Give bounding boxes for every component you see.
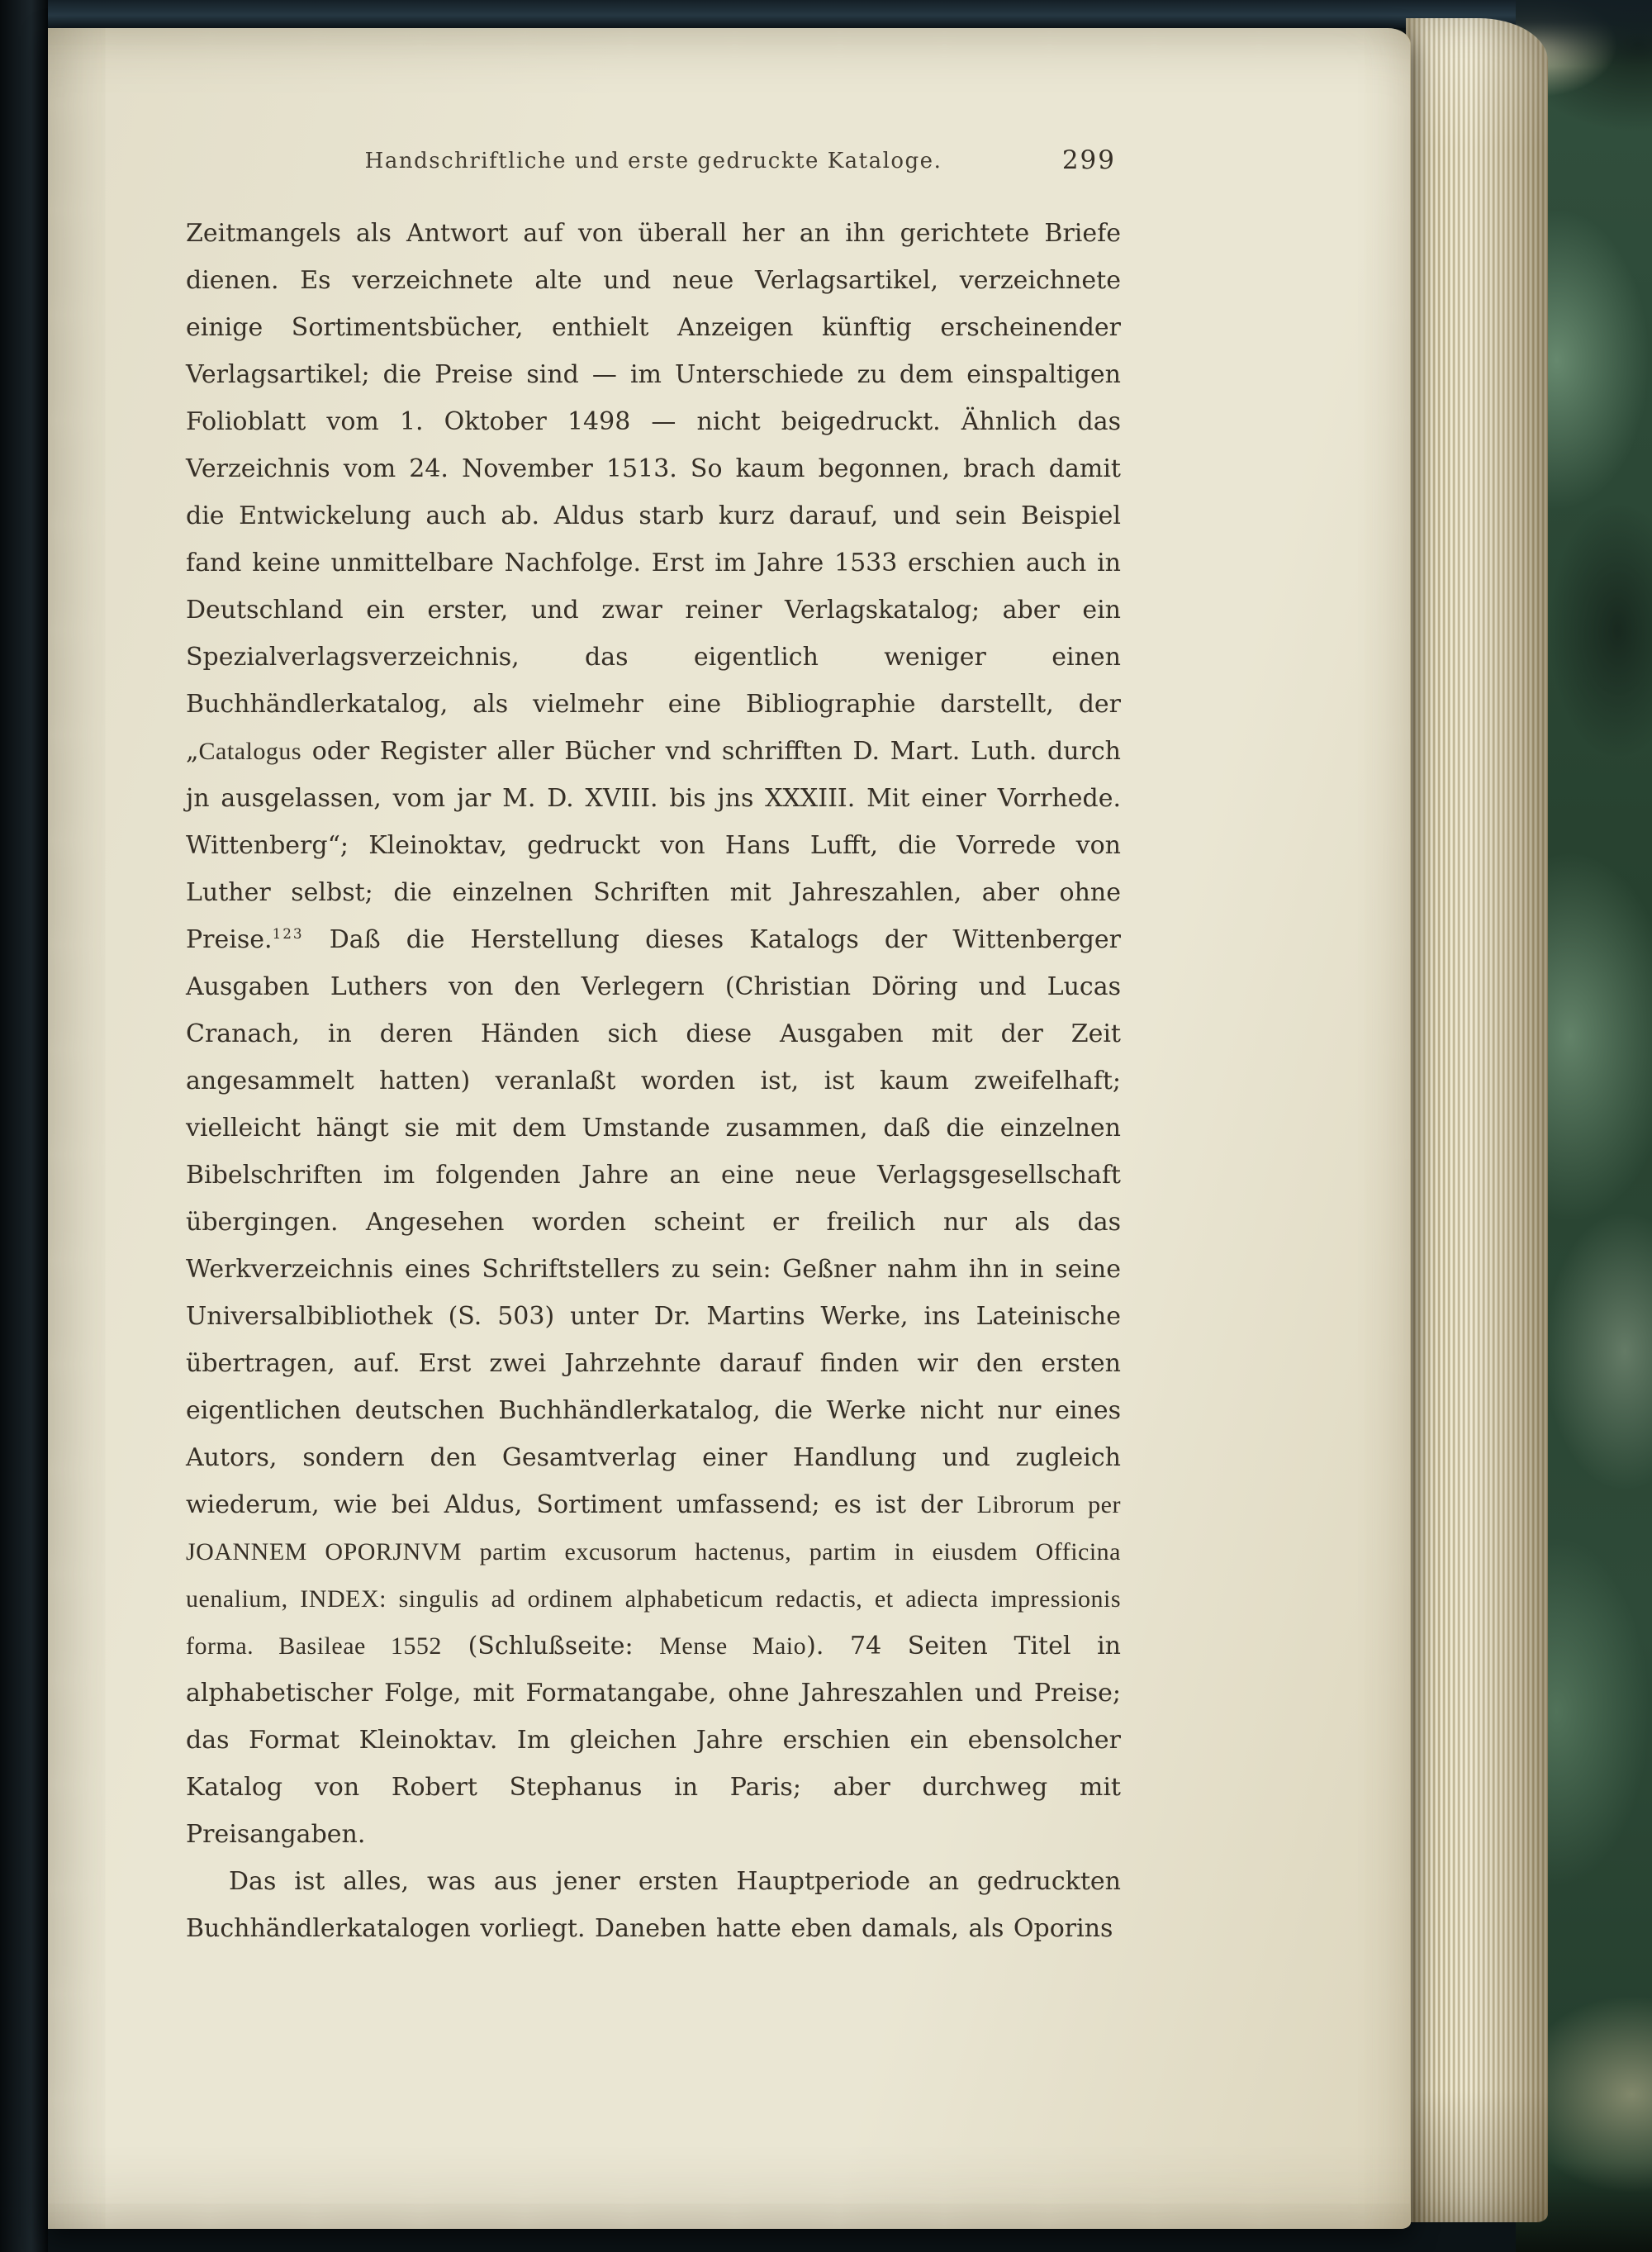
- text-run: Catalogus: [198, 738, 302, 765]
- text-run: oder Register aller Bücher vnd schrifften D. Mart. Luth. durch jn ausgelassen, vom jar M. D. XVIII. bis jns XXXIII. Mit einer Vorrhede. Wittenberg“; Kleinoktav, gedruckt von Hans Lufft, die Vorrede von Luther selbst; die einzelnen Schriften mit Jahreszahlen, aber ohne Preise.: [186, 737, 1121, 954]
- page-number: 299: [1061, 145, 1116, 175]
- footnote-marker: 123: [272, 925, 304, 942]
- text-run: Zeitmangels als Antwort auf von überall her an ihn gerichtete Briefe dienen. Es verzeichnete alte und neue Verlagsartikel, verzeichnete einige Sortimentsbücher, enthielt Anzeigen künftig erscheinender Verlagsartikel; die Preise sind — im Unterschiede zu dem einspaltigen Folioblatt vom 1. Oktober 1498 — nicht beigedruckt. Ähnlich das Verzeichnis vom 24. November 1513. So kaum begonnen, brach damit die Entwickelung auch ab. Aldus starb kurz darauf, und sein Beispiel fand keine unmittelbare Nachfolge. Erst im Jahre 1533 erschien auch in Deutschland ein erster, und zwar reiner Verlagskatalog; aber ein Spezialverlagsverzeichnis, das eigentlich weniger einen Buchhändlerkatalog, als vielmehr eine Bibliographie darstellt, der „: [186, 219, 1121, 766]
- text-run: Daß die Herstellung dieses Katalogs der Wittenberger Ausgaben Luthers von den Verlegern (Christian Döring und Lucas Cranach, in deren Händen sich diese Ausgaben mit der Zeit angesammelt hatten) veranlaßt worden ist, ist kaum zweifelhaft; vielleicht hängt sie mit dem Umstande zusammen, daß die einzelnen Bibelschriften im folgenden Jahre an eine neue Verlagsgesellschaft übergingen. Angesehen worden scheint er freilich nur als das Werkverzeichnis eines Schriftstellers zu sein: Geßner nahm ihn in seine Universalbibliothek (S. 503) unter Dr. Martins Werke, ins Lateinische übertragen, auf. Erst zwei Jahrzehnte darauf finden wir den ersten eigentlichen deutschen Buchhändlerkatalog, die Werke nicht nur eines Autors, sondern den Gesamtverlag einer Handlung und zugleich wiederum, wie bei Aldus, Sortiment umfassend; es ist der: [186, 925, 1121, 1519]
- text-block: [186, 210, 1121, 1952]
- text-run: Das ist alles, was aus jener ersten Hauptperiode an gedruckten Buchhändlerkatalogen vorliegt. Daneben hatte eben damals, als Oporins: [186, 1867, 1121, 1943]
- text-run: Librorum per JOANNEM OPORJNVM partim excusorum hactenus, partim in eiusdem Officina uenalium, INDEX: singulis ad ordinem alphabeticum redactis, et adiecta impressionis forma. Basileae 1552: [186, 1491, 1121, 1660]
- text-run: Mense Maio: [659, 1632, 807, 1660]
- page-header: [186, 145, 1121, 175]
- paragraph: [186, 210, 1121, 1858]
- book-binding-top: [0, 0, 1652, 28]
- book-gutter-shadow: [0, 0, 48, 2252]
- text-run: (Schlußseite:: [441, 1632, 660, 1660]
- page-content: [48, 28, 1410, 1952]
- page-edge-stack: [1406, 18, 1548, 2222]
- text-run: ). 74 Seiten Titel in alphabetischer Folge, mit Formatangabe, ohne Jahreszahlen und Preise; das Format Kleinoktav. Im gleichen Jahre erschien ein ebensolcher Katalog von Robert Stephanus in Paris; aber durchweg mit Preisangaben.: [186, 1632, 1121, 1849]
- running-header-title: Handschriftliche und erste gedruckte Kataloge.: [364, 149, 942, 173]
- book-page: [48, 28, 1411, 2229]
- paragraph: [186, 1858, 1121, 1952]
